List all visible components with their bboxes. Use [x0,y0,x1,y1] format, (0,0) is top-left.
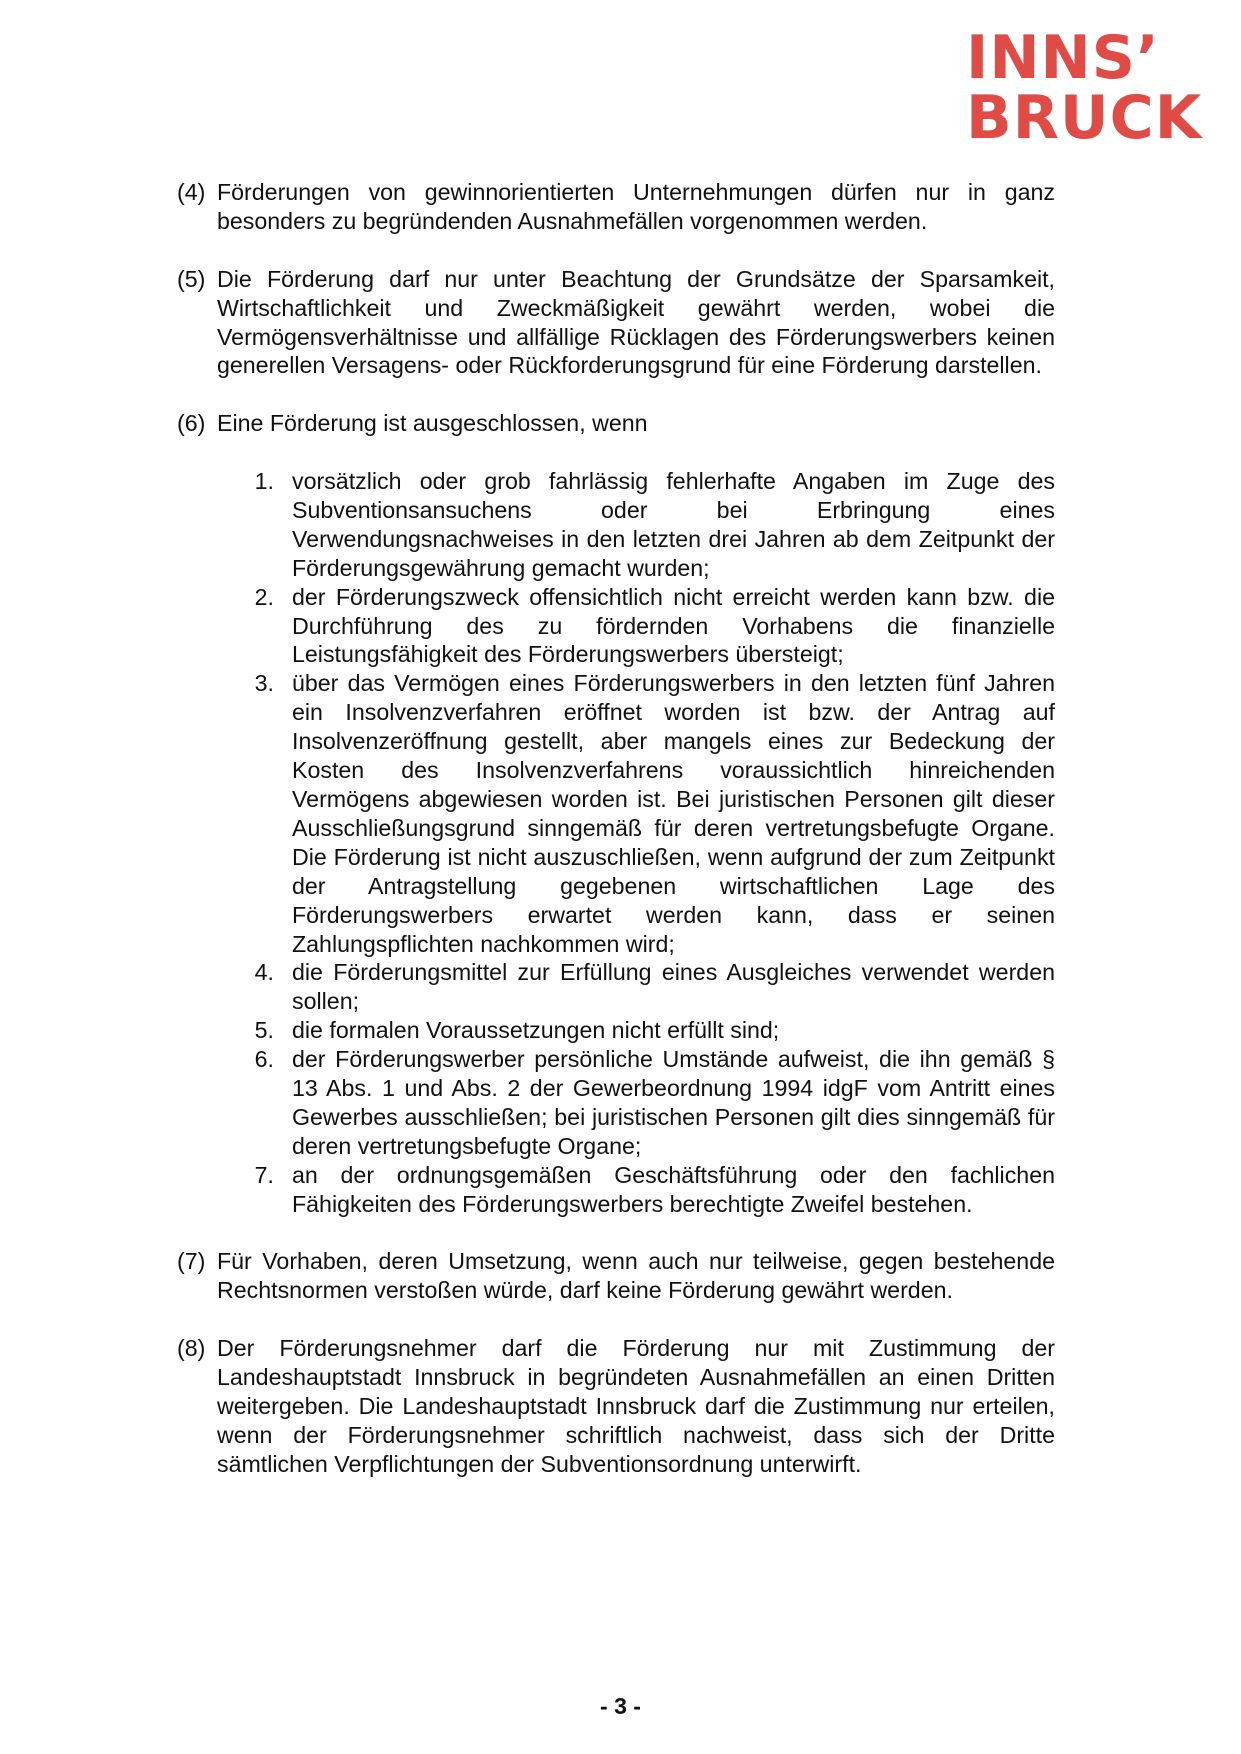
list-item-text: die Förderungsmittel zur Erfüllung eines Ausgleiches verwendet werden sollen; [292,959,1055,1015]
paragraph-7 [177,1247,1055,1305]
list-item [234,958,1055,1016]
list-item-number: 4. [254,959,274,986]
list-item-text: der Förderungszweck offensichtlich nicht erreicht werden kann bzw. die Durchführung des zu fördernden Vorhabens die finanzielle Leistungsfähigkeit des Förderungswerbers übersteigt; [292,583,1055,668]
list-item-text: über das Vermögen eines Förderungswerbers in den letzten fünf Jahren ein Insolvenzverfahren eröffnet worden ist bzw. der Antrag auf Insolvenzeröffnung gestellt, aber mangels eines zur Bedeckung der Kosten des Insolvenzverfahrens voraussichtlich hinreichenden Vermögens abgewiesen worden ist. Bei juristischen Personen gilt dieser Ausschließungsgrund sinngemäß für deren vertretungsbefugte Organe. Die Förderung ist nicht auszuschließen, wenn aufgrund der zum Zeitpunkt der Antragstellung gegebenen wirtschaftlichen Lage des Förderungswerbers erwartet werden kann, dass er seinen Zahlungspflichten nachkommen wird; [292,670,1055,957]
document-body [177,178,1055,1508]
list-item-number: 6. [254,1046,274,1073]
list-item-number: 3. [254,670,274,697]
innsbruck-logo [966,23,1216,153]
logo-line-1: INNS’ [966,23,1160,93]
paragraph-number: (7) [177,1248,206,1275]
paragraph-8 [177,1334,1055,1479]
list-item-text: vorsätzlich oder grob fahrlässig fehlerhafte Angaben im Zuge des Subventionsansuchens oder bei Erbringung eines Verwendungsnachweises in den letzten drei Jahren ab dem Zeitpunkt der Förderungsgewährung gemacht wurden; [292,468,1055,581]
list-item-number: 5. [254,1017,274,1044]
list-item [234,1016,1055,1045]
list-item [234,1045,1055,1161]
list-item-number: 2. [254,583,274,610]
list-item [234,583,1055,670]
list-item-number: 7. [254,1161,274,1188]
paragraph-text: Eine Förderung ist ausgeschlossen, wenn [217,410,648,437]
paragraph-4 [177,178,1055,236]
paragraph-text: Die Förderung darf nur unter Beachtung der Grundsätze der Sparsamkeit, Wirtschaftlichkeit und Zweckmäßigkeit gewährt werden, wobei die Vermögensverhältnisse und allfällige Rücklagen des Förderungswerbers keinen generellen Versagens- oder Rückforderungsgrund für eine Förderung darstellen. [217,265,1055,379]
paragraph-number: (8) [177,1335,206,1362]
list-item-text: an der ordnungsgemäßen Geschäftsführung oder den fachlichen Fähigkeiten des Förderungswerbers berechtigte Zweifel bestehen. [292,1161,1055,1217]
list-item-text: der Förderungswerber persönliche Umstände aufweist, die ihn gemäß § 13 Abs. 1 und Abs. 2 der Gewerbeordnung 1994 idgF vom Antritt eines Gewerbes ausschließen; bei juristischen Personen gilt dies sinngemäß für deren vertretungsbefugte Organe; [292,1046,1055,1159]
exclusion-list [177,467,1055,1219]
list-item-number: 1. [254,468,274,495]
list-item [234,467,1055,583]
page-number: - 3 - [600,1693,641,1719]
paragraph-text: Für Vorhaben, deren Umsetzung, wenn auch nur teilweise, gegen bestehende Rechtsnormen verstoßen würde, darf keine Förderung gewährt werden. [217,1248,1055,1304]
paragraph-text: Förderungen von gewinnorientierten Unternehmungen dürfen nur in ganz besonders zu begründenden Ausnahmefällen vorgenommen werden. [217,179,1055,234]
paragraph-6 [177,409,1055,438]
list-item [234,1161,1055,1219]
paragraph-number: (4) [177,179,206,205]
paragraph-5 [177,265,1055,381]
paragraph-text: Der Förderungsnehmer darf die Förderung nur mit Zustimmung der Landeshauptstadt Innsbruck in begründeten Ausnahmefällen an einen Dritten weitergeben. Die Landeshauptstadt Innsbruck darf die Zustimmung nur erteilen, wenn der Förderungsnehmer schriftlich nachweist, dass sich der Dritte sämtlichen Verpflichtungen der Subventionsordnung unterwirft. [217,1335,1055,1477]
paragraph-number: (6) [177,410,206,437]
list-item-text: die formalen Voraussetzungen nicht erfüllt sind; [292,1017,780,1044]
logo-line-2: BRUCK [966,83,1203,153]
list-item [234,669,1055,958]
paragraph-number: (5) [177,265,206,292]
